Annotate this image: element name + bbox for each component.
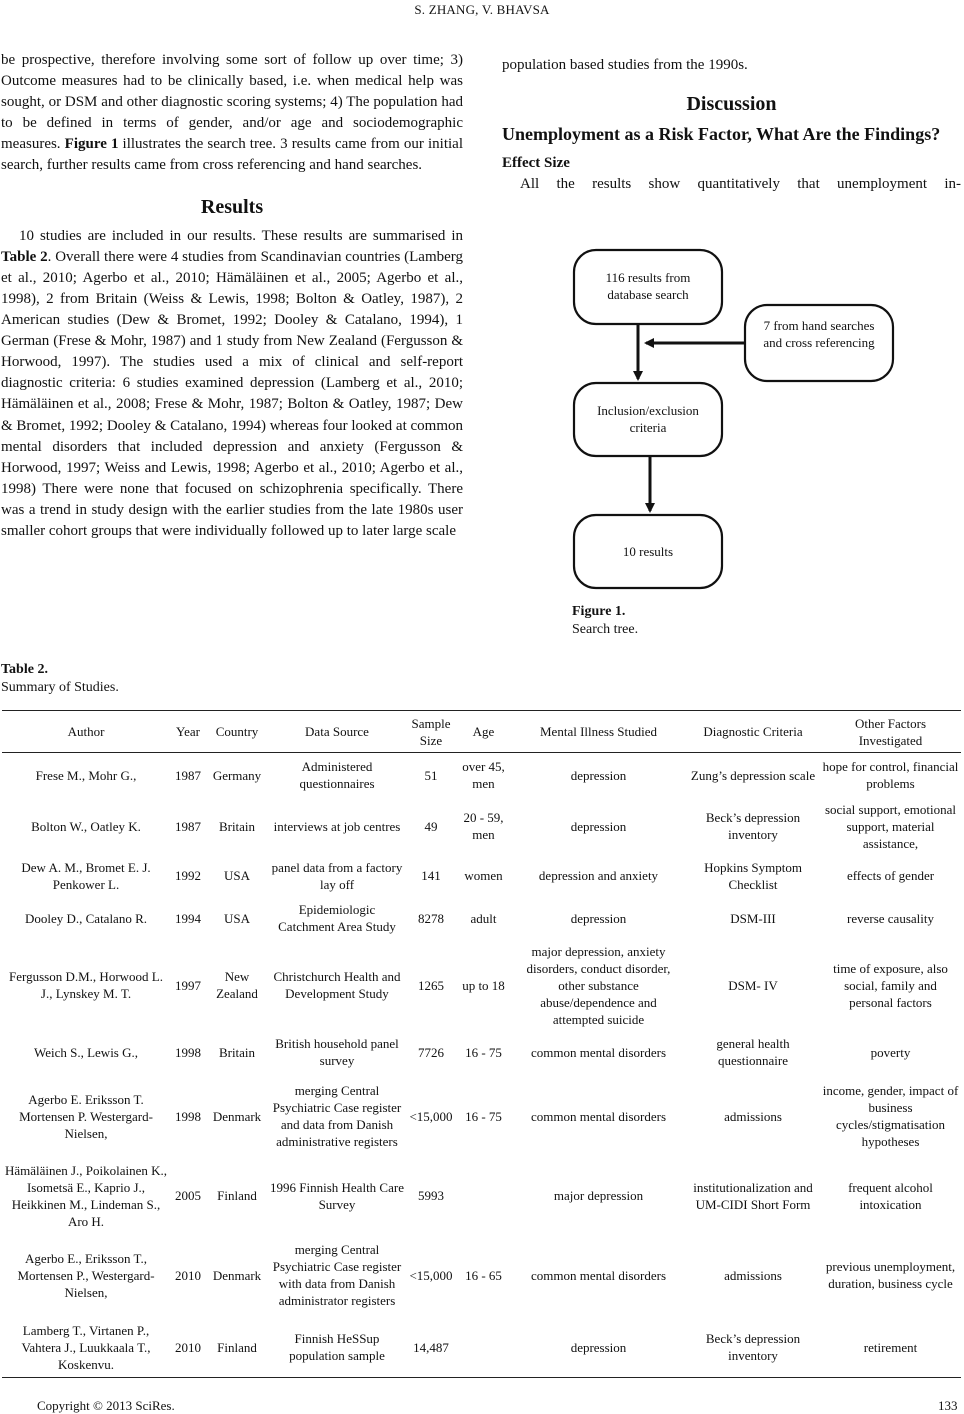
cell-country: USA	[223, 868, 250, 883]
cell-data-source: interviews at job centres	[273, 818, 401, 834]
summary-of-studies-table	[2, 710, 961, 1378]
database-search-label: 116 results from database search	[605, 270, 691, 302]
cell-other-factors: hope for control, financial problems	[822, 759, 959, 792]
unemployment-subheading: Unemployment as a Risk Factor, What Are the Findings?	[502, 124, 941, 145]
cell-data-source: British household panel survey	[275, 1036, 399, 1068]
cell-year: 1998	[175, 1108, 201, 1124]
cell-mental-illness: common mental disorders	[530, 1267, 667, 1283]
table-row	[2, 897, 961, 940]
cell-year: 1992	[175, 868, 201, 883]
col-header-data-source: Data Source	[268, 711, 406, 753]
cell-mental-illness: depression	[570, 767, 627, 783]
cell-data-source: merging Central Psychiatric Case register with data from Danish administrator registers	[272, 1242, 402, 1308]
cell-diagnostic-criteria: DSM- IV	[728, 977, 778, 993]
cell-other-factors: retirement	[820, 1318, 961, 1378]
table-caption	[1, 661, 119, 697]
cell-age: 16 - 65	[465, 1267, 502, 1283]
cell-year: 2010	[175, 1267, 201, 1283]
table-row	[2, 1159, 961, 1233]
cell-country: Finland	[217, 1188, 257, 1203]
intro-paragraph: be prospective, therefore involving some sort of follow up over time; 3) Outcome measures had to be clinically based, i.e. when medical help was sought, or DSM and other diagnostic scoring systems; 4) The population had to be defined in terms of gender, and/or age and sociodemographic measures. Figure 1 illustrates the search tree. 3 results came from our initial search, further results came from cross referencing and hand searches.	[1, 52, 463, 174]
right-column	[502, 55, 961, 195]
cell-sample-size: <15,000	[409, 1267, 453, 1283]
final-results-label: 10 results	[622, 544, 674, 559]
cell-author: Bolton W., Oatley K.	[31, 818, 141, 834]
cell-data-source: panel data from a factory lay off	[271, 859, 403, 892]
cell-author: Frese M., Mohr G.,	[35, 767, 137, 783]
cell-year: 2005	[175, 1188, 201, 1203]
inclusion-exclusion-label: Inclusion/exclusion criteria	[597, 403, 699, 435]
search-tree-figure	[570, 245, 900, 595]
continuation-paragraph: population based studies from the 1990s.	[502, 57, 748, 73]
cell-sample-size: 141	[421, 868, 441, 883]
cell-other-factors: reverse causality	[847, 910, 934, 926]
cell-age: over 45, men	[462, 759, 505, 792]
cell-diagnostic-criteria: DSM-III	[730, 910, 776, 926]
cell-mental-illness: common mental disorders	[530, 1108, 667, 1124]
cell-age: 16 - 75	[465, 1044, 502, 1060]
figure-caption-text: Search tree.	[572, 622, 639, 637]
cell-author: Dew A. M., Bromet E. J. Penkower L.	[21, 859, 151, 892]
cell-year: 2010	[170, 1318, 206, 1378]
cell-mental-illness: depression and anxiety	[538, 868, 659, 883]
cell-author: Hämäläinen J., Poikolainen K., Isometsä E., Kaprio J., Heikkinen M., Lindeman S., Aro H.	[4, 1162, 168, 1229]
figure-caption	[572, 603, 638, 639]
cell-author: Lamberg T., Virtanen P., Vahtera J., Luukkaala T., Koskenvu.	[2, 1318, 170, 1378]
table-row	[2, 1318, 961, 1378]
figure-1-reference: Figure 1	[64, 136, 119, 153]
cell-other-factors: previous unemployment, duration, business cycle	[825, 1259, 956, 1291]
cell-sample-size: 7726	[418, 1044, 444, 1060]
cell-age: 20 - 59, men	[463, 810, 504, 842]
running-head: S. ZHANG, V. BHAVSA	[414, 2, 550, 17]
cell-diagnostic-criteria: Hopkins Symptom Checklist	[704, 859, 802, 892]
cell-year: 1998	[175, 1044, 201, 1060]
cell-country: Britain	[218, 1044, 256, 1060]
cell-diagnostic-criteria: institutionalization and UM-CIDI Short Form	[693, 1179, 813, 1212]
cell-author: Fergusson D.M., Horwood L. J., Lynskey M. T.	[9, 969, 163, 1001]
cell-country: Britain	[218, 818, 256, 834]
cell-sample-size: 49	[424, 818, 438, 834]
page-number: 133	[938, 1398, 958, 1413]
cell-mental-illness: depression	[570, 818, 627, 834]
cell-sample-size: 51	[424, 767, 438, 783]
cell-data-source: 1996 Finnish Health Care Survey	[270, 1179, 404, 1212]
cell-other-factors: effects of gender	[846, 868, 935, 883]
cell-year: 1987	[175, 818, 201, 834]
copyright-footer: Copyright © 2013 SciRes.	[37, 1398, 175, 1413]
cell-year: 1987	[175, 767, 201, 783]
table-row	[2, 1074, 961, 1159]
cell-year: 1997	[175, 977, 201, 993]
cell-age	[456, 1159, 511, 1233]
cell-age	[456, 1318, 511, 1378]
cell-diagnostic-criteria: Beck’s depression inventory	[705, 810, 801, 842]
col-header-mental-illness: Mental Illness Studied	[511, 711, 686, 753]
cell-author: Agerbo E. Eriksson T. Mortensen P. Westergard-Nielsen,	[19, 1091, 153, 1141]
table-header-row	[2, 711, 961, 753]
cell-other-factors: time of exposure, also social, family and personal factors	[833, 960, 948, 1010]
effect-size-heading: Effect Size	[502, 155, 570, 172]
hand-search-label: 7 from hand searches and cross referencing	[763, 318, 875, 350]
cell-country: Germany	[212, 767, 262, 783]
cell-sample-size: 8278	[418, 910, 444, 926]
col-header-author: Author	[2, 711, 170, 753]
cell-other-factors: frequent alcohol intoxication	[848, 1179, 933, 1212]
cell-mental-illness: common mental disorders	[530, 1044, 667, 1060]
cell-data-source: Finnish HeSSup population sample	[268, 1318, 406, 1378]
cell-sample-size: 1265	[418, 977, 444, 993]
figure-caption-label: Figure 1.	[572, 604, 626, 619]
cell-mental-illness: depression	[511, 1318, 686, 1378]
table-row	[2, 1233, 961, 1318]
cell-age: women	[464, 868, 503, 883]
results-paragraph: 10 studies are included in our results. These results are summarised in Table 2. Overall there were 4 studies from Scandinavian countries (Lamberg et al., 2010; Agerbo et al., 2010; Hämäläinen et al., 2005; Agerbo et al., 1998), 2 from Britain (Weiss & Lewis, 1998; Bolton & Oatley, 1987), 2 American studies (Dew & Bromet, 1992; Dooley & Catalano, 1994), 1 German (Frese & Mohr, 1987) and 1 study from New Zealand (Fergusson & Horwood, 1997). The studies used a mix of clinical and self-report diagnostic criteria: 6 studies examined depression (Lamberg et al., 2010; Hämäläinen et al., 2008; Frese & Mohr, 1987; Bolton & Oatley, 1987; Dew & Bromet, 1992; Dooley & Catalano, 1994) whereas four looked at common mental disorders that included depression and anxiety (Fergusson & Horwood, 1997; Weiss and Lewis, 1998; Agerbo et al., 2010; Agerbo et al., 1998) There were none that focused on schizophrenia specifically. There was a trend in study design with the earlier studies from the late 1980s user smaller cohort groups that were individually followed up to later large scale	[1, 227, 463, 539]
cell-data-source: Administered questionnaires	[299, 759, 375, 792]
table-caption-text: Summary of Studies.	[1, 680, 119, 695]
table-row	[2, 798, 961, 855]
cell-data-source: Epidemiologic Catchment Area Study	[278, 902, 396, 934]
table-row	[2, 753, 961, 798]
table-caption-label: Table 2.	[1, 662, 48, 677]
col-header-other-factors: Other Factors Investigated	[820, 711, 961, 753]
cell-age: 16 - 75	[465, 1108, 502, 1124]
cell-data-source: merging Central Psychiatric Case register and data from Danish administrative registers	[272, 1083, 402, 1149]
col-header-year: Year	[170, 711, 206, 753]
left-column	[1, 50, 463, 542]
col-header-country: Country	[206, 711, 268, 753]
col-header-sample-size: Sample Size	[406, 711, 456, 753]
cell-sample-size: 5993	[418, 1188, 444, 1203]
cell-diagnostic-criteria: admissions	[724, 1267, 782, 1283]
discussion-heading: Discussion	[686, 93, 777, 116]
cell-sample-size: 14,487	[406, 1318, 456, 1378]
effect-size-paragraph: All the results show quantitatively that unemployment in-	[520, 176, 961, 193]
table-row	[2, 1031, 961, 1074]
results-heading: Results	[200, 195, 264, 218]
table-2-reference: Table 2	[1, 248, 48, 265]
cell-data-source: Christchurch Health and Development Study	[273, 969, 401, 1001]
table-row	[2, 855, 961, 897]
cell-country: Finland	[206, 1318, 268, 1378]
cell-age: adult	[470, 910, 497, 926]
cell-sample-size: <15,000	[409, 1108, 453, 1124]
cell-mental-illness: depression	[570, 910, 627, 926]
col-header-age: Age	[456, 711, 511, 753]
cell-country: Denmark	[212, 1267, 262, 1283]
cell-other-factors: poverty	[870, 1044, 911, 1060]
cell-diagnostic-criteria: Beck’s depression inventory	[686, 1318, 820, 1378]
cell-country: USA	[223, 910, 250, 926]
cell-country: New Zealand	[216, 969, 258, 1001]
cell-country: Denmark	[212, 1108, 262, 1124]
cell-age: up to 18	[462, 977, 505, 993]
cell-mental-illness: major depression	[553, 1188, 644, 1203]
cell-author: Dooley D., Catalano R.	[24, 910, 148, 926]
cell-diagnostic-criteria: Zung’s depression scale	[690, 767, 816, 783]
cell-year: 1994	[175, 910, 201, 926]
cell-other-factors: income, gender, impact of business cycles/stigmatisation hypotheses	[822, 1083, 959, 1149]
table-row	[2, 940, 961, 1031]
cell-other-factors: social support, emotional support, material assistance,	[824, 801, 957, 851]
cell-author: Agerbo E., Eriksson T., Mortensen P., Westergard-Nielsen,	[17, 1250, 155, 1300]
cell-author: Weich S., Lewis G.,	[33, 1044, 139, 1060]
cell-mental-illness: major depression, anxiety disorders, conduct disorder, other substance abuse/dependence and attempted suicide	[526, 943, 671, 1027]
cell-diagnostic-criteria: general health questionnaire	[716, 1036, 790, 1068]
col-header-diagnostic-criteria: Diagnostic Criteria	[686, 711, 820, 753]
cell-diagnostic-criteria: admissions	[724, 1108, 782, 1124]
